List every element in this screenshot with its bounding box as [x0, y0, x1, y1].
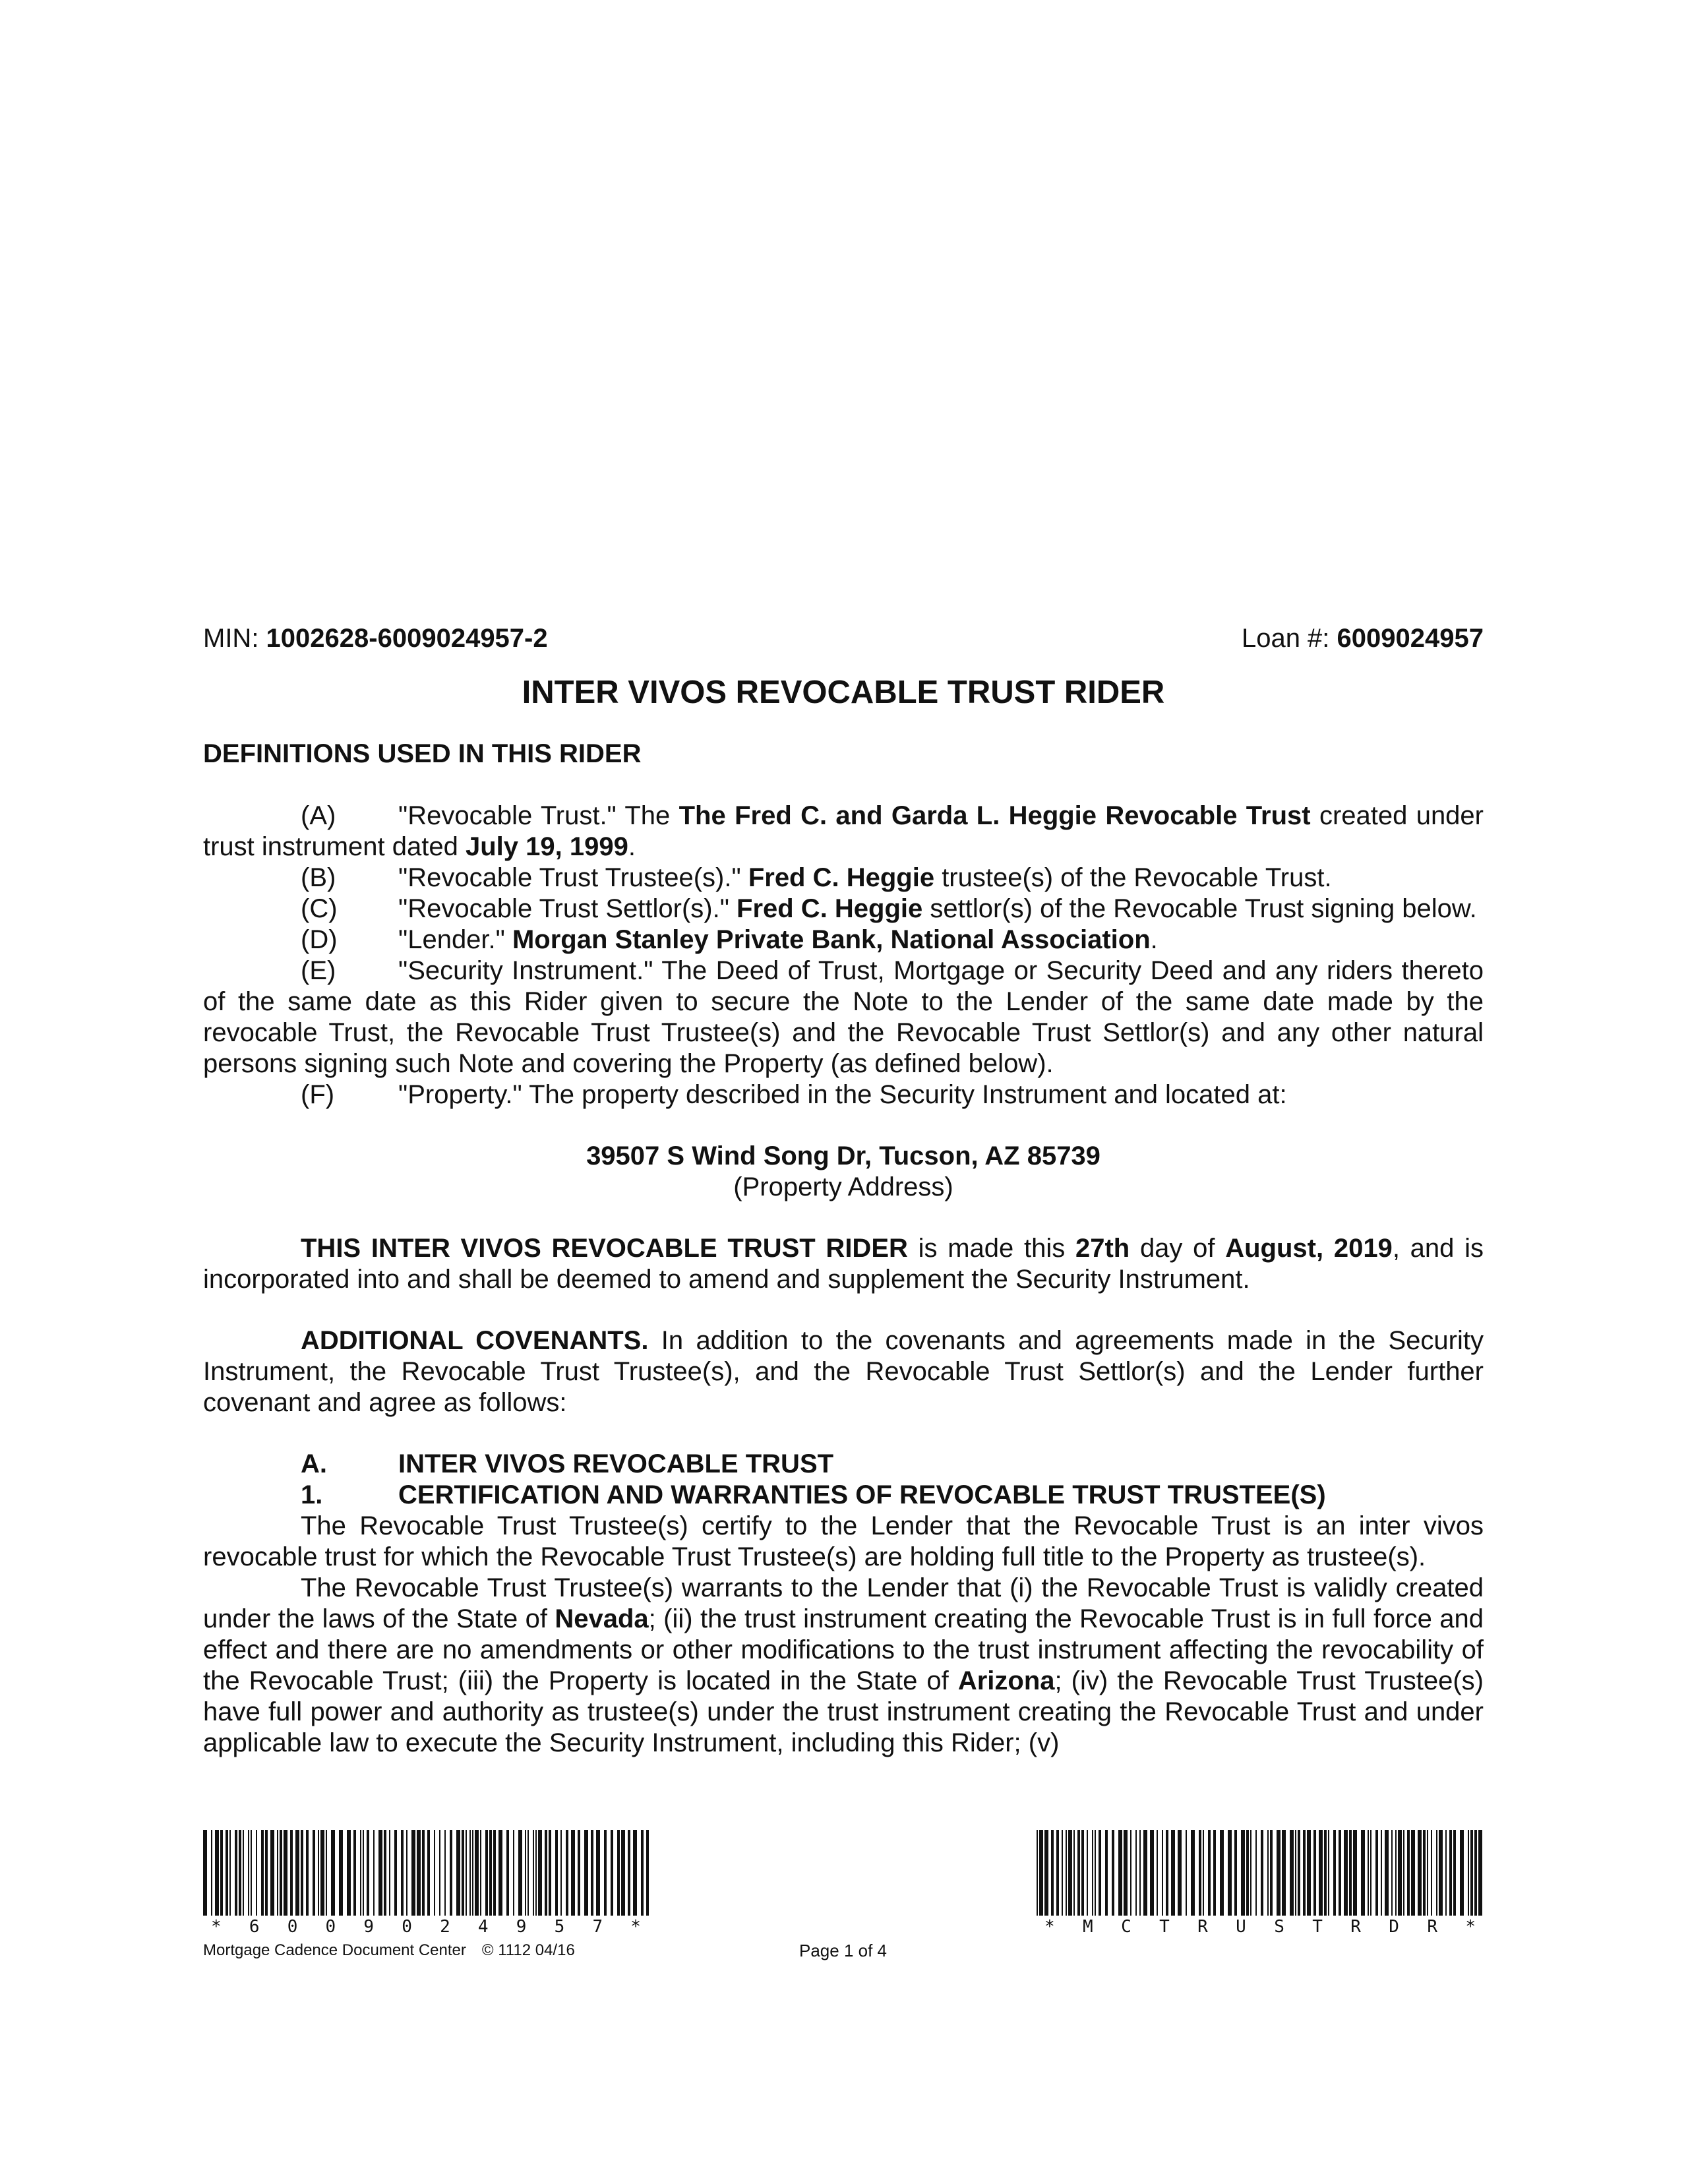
barcode-bar	[498, 1830, 502, 1916]
footer-form-code: © 1112 04/16	[481, 1941, 575, 1959]
barcode-bar	[1105, 1830, 1108, 1916]
barcode-bar	[1277, 1830, 1281, 1916]
section-a-heading	[203, 1449, 1484, 1480]
barcode-bar	[444, 1830, 446, 1916]
footer-source-text: Mortgage Cadence Document Center	[203, 1941, 466, 1959]
barcode-char: R	[1197, 1917, 1208, 1937]
barcode-bar	[1427, 1830, 1428, 1916]
barcode-bar	[1468, 1830, 1469, 1916]
barcode-bar	[1051, 1830, 1054, 1916]
loan-barcode	[203, 1830, 649, 1937]
barcode-bar	[1411, 1830, 1415, 1916]
property-state: Arizona	[957, 1666, 1055, 1695]
barcode-char: 0	[287, 1917, 298, 1937]
definition-text: "Security Instrument." The Deed of Trust, Mortgage or Security Deed and any riders thereto of the same date as this Rider given to secure the Note to the Lender of the same date made by the revocable Trust, the Revocable Trust Trustee(s) and the Revocable Trust Settlor(s) and any other natural persons signing such Note and covering the Property (as defined below).	[203, 956, 1484, 1078]
barcode-bar	[1333, 1830, 1336, 1916]
definition-a	[203, 801, 1484, 863]
barcode-bar	[251, 1830, 252, 1916]
barcode-bar	[1431, 1830, 1432, 1916]
barcode-char: 4	[477, 1917, 489, 1937]
barcode-bar	[1166, 1830, 1168, 1916]
definition-label: (C)	[301, 894, 338, 923]
barcode-bar	[1349, 1830, 1352, 1916]
barcode-bar	[1407, 1830, 1410, 1916]
barcode-char: D	[1389, 1917, 1399, 1937]
barcode-bar	[243, 1830, 244, 1916]
barcode-bar	[578, 1830, 580, 1916]
definitions-heading: DEFINITIONS USED IN THIS RIDER	[203, 739, 642, 768]
barcode-bar	[284, 1830, 287, 1916]
barcode-bar	[462, 1830, 464, 1916]
barcode-bar	[277, 1830, 278, 1916]
barcode-char: 0	[325, 1917, 336, 1937]
barcode-bar	[1056, 1830, 1059, 1916]
definition-d	[203, 925, 1484, 956]
loan-number	[1242, 623, 1484, 654]
barcode-bar	[363, 1830, 364, 1916]
barcode-bar	[203, 1830, 207, 1916]
barcode-bar	[1157, 1830, 1158, 1916]
barcode-bar	[1066, 1830, 1067, 1916]
barcode-bar	[493, 1830, 496, 1916]
barcode-bar	[1344, 1830, 1348, 1916]
barcode-bar	[555, 1830, 558, 1916]
barcode-bar	[633, 1830, 637, 1916]
barcode-bar	[1295, 1830, 1296, 1916]
additional-covenants-heading: ADDITIONAL COVENANTS.	[301, 1326, 649, 1355]
barcode-bar	[248, 1830, 249, 1916]
barcode-bar	[489, 1830, 492, 1916]
additional-covenants-paragraph	[203, 1325, 1484, 1418]
barcode-char: U	[1236, 1917, 1246, 1937]
barcode-bar	[469, 1830, 471, 1916]
barcode-bar	[1178, 1830, 1182, 1916]
barcode-char: 6	[249, 1917, 260, 1937]
barcode-char: *	[1465, 1917, 1476, 1937]
warrants-paragraph	[203, 1573, 1484, 1759]
barcode-bar	[604, 1830, 607, 1916]
barcode-bar	[1241, 1830, 1245, 1916]
min-number	[203, 623, 548, 654]
trust-date: July 19, 1999	[465, 832, 628, 861]
barcode-bar	[450, 1830, 452, 1916]
barcode-bar	[411, 1830, 415, 1916]
barcode-bar	[1470, 1830, 1473, 1916]
barcode-bar	[1375, 1830, 1378, 1916]
definition-f	[203, 1079, 1484, 1110]
loan-barcode-text	[203, 1917, 649, 1937]
barcode-bar	[1368, 1830, 1369, 1916]
barcode-bar	[1068, 1830, 1072, 1916]
barcode-bar	[1298, 1830, 1300, 1916]
definition-text: .	[628, 832, 636, 861]
barcode-bar	[326, 1830, 327, 1916]
barcode-bar	[1255, 1830, 1257, 1916]
barcode-bar	[226, 1830, 228, 1916]
barcode-bar	[215, 1830, 219, 1916]
barcode-bar	[1261, 1830, 1263, 1916]
barcode-bar	[1191, 1830, 1195, 1916]
barcode-bar	[1290, 1830, 1294, 1916]
barcode-bar	[1398, 1830, 1402, 1916]
definition-text: "Revocable Trust Settlor(s)."	[398, 894, 737, 923]
definition-text: created under trust instrument dated	[203, 801, 1484, 861]
barcode-bar	[290, 1830, 293, 1916]
barcode-bar	[1339, 1830, 1341, 1916]
trustee-name: Fred C. Heggie	[748, 863, 935, 892]
barcode-bar	[1353, 1830, 1357, 1916]
barcode-bar	[538, 1830, 542, 1916]
barcode-bar	[1282, 1830, 1286, 1916]
barcode-char: R	[1350, 1917, 1361, 1937]
barcode-bar	[394, 1830, 397, 1916]
barcode-bar	[506, 1830, 509, 1916]
property-address-block	[203, 1141, 1484, 1203]
barcode-bar	[617, 1830, 620, 1916]
barcode-char: T	[1159, 1917, 1170, 1937]
barcode-char: 5	[554, 1917, 565, 1937]
barcode-bar	[1439, 1830, 1443, 1916]
definition-e	[203, 956, 1484, 1079]
barcode-bar	[1267, 1830, 1269, 1916]
barcode-bar	[1139, 1830, 1141, 1916]
section-1-heading	[203, 1480, 1484, 1511]
barcode-bar	[1130, 1830, 1131, 1916]
barcode-bar	[513, 1830, 514, 1916]
barcode-bar	[1171, 1830, 1175, 1916]
rider-day: 27th	[1075, 1234, 1130, 1263]
paragraph-text: In addition to the covenants and agreements made in the Security Instrument, the Revocable Trust Trustee(s), and the Revocable Trust Settlor(s) and the Lender further covenant and agree as follows:	[203, 1326, 1484, 1417]
form-barcode-bars	[1037, 1830, 1484, 1916]
barcode-bar	[265, 1830, 268, 1916]
barcode-bar	[528, 1830, 529, 1916]
barcode-bar	[256, 1830, 257, 1916]
barcode-bar	[353, 1830, 356, 1916]
paragraph-text: is made this	[907, 1234, 1075, 1263]
barcode-bar	[1453, 1830, 1456, 1916]
barcode-bar	[427, 1830, 430, 1916]
barcode-bar	[1460, 1830, 1464, 1916]
rider-content	[203, 623, 1484, 1759]
barcode-bar	[1199, 1830, 1201, 1916]
barcode-bar	[1234, 1830, 1237, 1916]
barcode-char: *	[211, 1917, 222, 1937]
barcode-char: 9	[516, 1917, 527, 1937]
paragraph-text: , and is incorporated into and shall be deemed to amend and supplement the Security Instrument.	[203, 1234, 1484, 1294]
barcode-bar	[611, 1830, 613, 1916]
barcode-bar	[384, 1830, 386, 1916]
barcode-bar	[401, 1830, 404, 1916]
barcode-bar	[1449, 1830, 1452, 1916]
barcode-bar	[1135, 1830, 1137, 1916]
barcode-bar	[320, 1830, 324, 1916]
definition-label: (F)	[301, 1080, 335, 1109]
barcode-bar	[1081, 1830, 1084, 1916]
barcode-char: *	[1044, 1917, 1055, 1937]
barcode-char: R	[1427, 1917, 1437, 1937]
barcode-bar	[1361, 1830, 1365, 1916]
barcode-bar	[1062, 1830, 1063, 1916]
barcode-bar	[1324, 1830, 1327, 1916]
paragraph-text: day of	[1130, 1234, 1226, 1263]
loan-barcode-bars	[203, 1830, 649, 1916]
barcode-bar	[560, 1830, 562, 1916]
barcode-bar	[373, 1830, 375, 1916]
barcode-bar	[306, 1830, 309, 1916]
barcode-bar	[545, 1830, 547, 1916]
definition-label: (E)	[301, 956, 336, 985]
barcode-char: M	[1083, 1917, 1093, 1937]
barcode-bar	[439, 1830, 440, 1916]
barcode-bar	[367, 1830, 369, 1916]
certify-paragraph: The Revocable Trust Trustee(s) certify to the Lender that the Revocable Trust is an inter vivos revocable trust for which the Revocable Trust Trustee(s) are holding full title to the Property as trustee(s).	[203, 1511, 1484, 1571]
barcode-bar	[1319, 1830, 1323, 1916]
barcode-bar	[1418, 1830, 1422, 1916]
definition-text: "Lender."	[398, 925, 512, 954]
barcode-bar	[1143, 1830, 1147, 1916]
form-barcode	[1037, 1830, 1484, 1937]
barcode-bar	[1112, 1830, 1114, 1916]
footer-source	[203, 1941, 575, 1960]
barcode-bar	[1150, 1830, 1154, 1916]
barcode-bar	[1436, 1830, 1437, 1916]
page-number: Page 1 of 4	[799, 1941, 887, 1960]
barcode-bar	[295, 1830, 299, 1916]
definition-text: trustee(s) of the Revocable Trust.	[934, 863, 1332, 892]
barcode-bar	[1250, 1830, 1251, 1916]
barcode-bar	[1220, 1830, 1224, 1916]
document-title: INTER VIVOS REVOCABLE TRUST RIDER	[522, 675, 1165, 710]
barcode-char: 2	[440, 1917, 450, 1937]
rider-made-paragraph	[203, 1233, 1484, 1295]
paragraph-text: The Revocable Trust Trustee(s) warrants to the Lender that (i) the Revocable Trust is validly created under the laws of the State of	[203, 1573, 1484, 1633]
barcode-bar	[280, 1830, 282, 1916]
barcode-char: 0	[402, 1917, 412, 1937]
barcode-bar	[475, 1830, 479, 1916]
barcode-bar	[313, 1830, 315, 1916]
loan-value: 6009024957	[1337, 624, 1484, 653]
barcode-bar	[220, 1830, 223, 1916]
trust-name: The Fred C. and Garda L. Heggie Revocable Trust	[678, 801, 1311, 830]
barcode-bar	[1099, 1830, 1101, 1916]
barcode-bar	[422, 1830, 425, 1916]
barcode-bar	[1474, 1830, 1477, 1916]
barcode-bar	[485, 1830, 488, 1916]
barcode-bar	[1044, 1830, 1048, 1916]
barcode-bar	[535, 1830, 537, 1916]
barcode-bar	[417, 1830, 421, 1916]
barcode-bar	[1228, 1830, 1232, 1916]
barcode-bar	[1246, 1830, 1249, 1916]
barcode-bar	[347, 1830, 351, 1916]
rider-month-year: August, 2019	[1225, 1234, 1393, 1263]
barcode-bar	[571, 1830, 575, 1916]
barcode-bar	[1385, 1830, 1389, 1916]
barcode-bar	[566, 1830, 568, 1916]
definition-label: (D)	[301, 925, 338, 954]
rider-name: THIS INTER VIVOS REVOCABLE TRUST RIDER	[301, 1234, 908, 1263]
barcode-char: S	[1274, 1917, 1284, 1937]
loan-label: Loan #:	[1241, 624, 1337, 653]
barcode-bar	[591, 1830, 593, 1916]
barcode-char: 7	[592, 1917, 603, 1937]
barcode-bar	[211, 1830, 212, 1916]
barcode-bar	[301, 1830, 303, 1916]
barcode-char: C	[1121, 1917, 1131, 1937]
trust-state: Nevada	[555, 1604, 649, 1633]
barcode-bar	[1037, 1830, 1038, 1916]
section-title: INTER VIVOS REVOCABLE TRUST	[398, 1449, 834, 1478]
barcode-bar	[1307, 1830, 1311, 1916]
barcode-bar	[1077, 1830, 1080, 1916]
barcode-bar	[1186, 1830, 1187, 1916]
barcode-bar	[331, 1830, 335, 1916]
barcode-bar	[533, 1830, 534, 1916]
definition-text: .	[1150, 925, 1158, 954]
definition-label: (A)	[301, 801, 336, 830]
barcode-char: 9	[363, 1917, 375, 1937]
barcode-bar	[1095, 1830, 1096, 1916]
barcode-bar	[389, 1830, 390, 1916]
barcode-bar	[549, 1830, 551, 1916]
barcode-bar	[339, 1830, 343, 1916]
barcode-bar	[1478, 1830, 1482, 1916]
barcode-bar	[1087, 1830, 1088, 1916]
definition-b	[203, 863, 1484, 894]
barcode-bar	[596, 1830, 600, 1916]
barcode-bar	[1092, 1830, 1093, 1916]
definition-text: settlor(s) of the Revocable Trust signing below.	[922, 894, 1477, 923]
barcode-bar	[466, 1830, 467, 1916]
barcode-bar	[456, 1830, 460, 1916]
barcode-bar	[1213, 1830, 1216, 1916]
barcode-bar	[406, 1830, 407, 1916]
barcode-bar	[229, 1830, 231, 1916]
barcode-bar	[1118, 1830, 1122, 1916]
section-title: CERTIFICATION AND WARRANTIES OF REVOCABLE TRUST TRUSTEE(S)	[398, 1480, 1326, 1509]
barcode-bar	[360, 1830, 361, 1916]
barcode-bar	[1162, 1830, 1163, 1916]
section-number: A.	[301, 1449, 327, 1478]
form-barcode-text	[1037, 1917, 1484, 1937]
document-header	[203, 623, 1484, 654]
barcode-bar	[1073, 1830, 1075, 1916]
barcode-bar	[1391, 1830, 1393, 1916]
barcode-bar	[525, 1830, 526, 1916]
min-label: MIN:	[203, 624, 266, 653]
lender-name: Morgan Stanley Private Bank, National Association	[512, 925, 1151, 954]
barcode-bar	[1395, 1830, 1397, 1916]
section-number: 1.	[301, 1480, 323, 1509]
barcode-bar	[1328, 1830, 1329, 1916]
barcode-bar	[1124, 1830, 1128, 1916]
barcode-bar	[261, 1830, 264, 1916]
barcode-char: *	[630, 1917, 641, 1937]
barcode-bar	[1370, 1830, 1372, 1916]
barcode-bar	[1303, 1830, 1306, 1916]
barcode-char: T	[1312, 1917, 1323, 1937]
barcode-bar	[1403, 1830, 1404, 1916]
definition-c	[203, 894, 1484, 925]
min-value: 1002628-6009024957-2	[266, 624, 548, 653]
definition-text: "Property." The property described in the Security Instrument and located at:	[398, 1080, 1287, 1109]
definition-label: (B)	[301, 863, 336, 892]
barcode-bar	[628, 1830, 630, 1916]
barcode-bar	[1039, 1830, 1043, 1916]
barcode-bar	[1313, 1830, 1316, 1916]
property-address: 39507 S Wind Song Dr, Tucson, AZ 85739	[586, 1141, 1100, 1170]
barcode-bar	[480, 1830, 481, 1916]
barcode-bar	[239, 1830, 241, 1916]
barcode-bar	[434, 1830, 435, 1916]
definition-text: "Revocable Trust." The	[398, 801, 679, 830]
barcode-bar	[1445, 1830, 1447, 1916]
paragraph-text: ; (iv) the Revocable Trust Trustee(s) have full power and authority as trustee(s) under the trust instrument creating the Revocable Trust and under applicable law to execute the Security Instrument, including this Rider; (v)	[203, 1666, 1484, 1757]
barcode-bar	[621, 1830, 625, 1916]
barcode-bar	[641, 1830, 644, 1916]
barcode-bar	[1270, 1830, 1273, 1916]
barcode-bar	[318, 1830, 319, 1916]
barcode-bar	[472, 1830, 473, 1916]
definition-text: "Revocable Trust Trustee(s)."	[398, 863, 748, 892]
paragraph-text: ; (ii) the trust instrument creating the Revocable Trust is in full force and effect and there are no amendments or other modifications to the trust instrument affecting the revocability of the Revocable Trust; (iii) the Property is located in the State of	[203, 1604, 1484, 1695]
barcode-bar	[378, 1830, 382, 1916]
barcode-bar	[235, 1830, 237, 1916]
barcode-bar	[1208, 1830, 1211, 1916]
barcode-bar	[518, 1830, 522, 1916]
barcode-bar	[584, 1830, 588, 1916]
barcode-bar	[1203, 1830, 1204, 1916]
barcode-bar	[1423, 1830, 1426, 1916]
barcode-bar	[1381, 1830, 1382, 1916]
property-address-caption: (Property Address)	[733, 1172, 953, 1201]
settlor-name: Fred C. Heggie	[737, 894, 923, 923]
barcode-bar	[270, 1830, 274, 1916]
barcode-bar	[646, 1830, 649, 1916]
